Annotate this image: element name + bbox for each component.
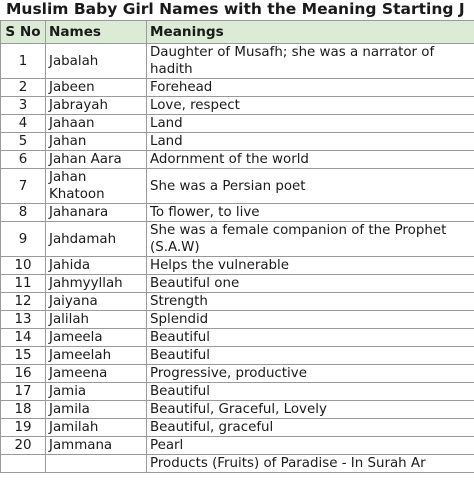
- row-sno: 1: [1, 44, 46, 79]
- table-row: [1, 79, 474, 97]
- row-meaning: Beautiful: [147, 347, 474, 365]
- table-row: [1, 257, 474, 275]
- row-sno: 15: [1, 347, 46, 365]
- row-meaning: Beautiful: [147, 329, 474, 347]
- row-name: Jameena: [46, 365, 147, 383]
- row-meaning: Strength: [147, 293, 474, 311]
- row-sno: 13: [1, 311, 46, 329]
- table-row: [1, 293, 474, 311]
- table-row: [1, 383, 474, 401]
- row-meaning: She was a female companion of the Prophet (S.A.W): [147, 222, 474, 257]
- row-sno: 11: [1, 275, 46, 293]
- row-name: Jahdamah: [46, 222, 147, 257]
- row-meaning: Progressive, productive: [147, 365, 474, 383]
- row-sno: 2: [1, 79, 46, 97]
- row-name: Jahan Khatoon: [46, 169, 147, 204]
- row-name: Jabrayah: [46, 97, 147, 115]
- row-sno: 6: [1, 151, 46, 169]
- table-row: [1, 115, 474, 133]
- row-name: Jamia: [46, 383, 147, 401]
- table-row: [1, 169, 474, 204]
- table-row: [1, 401, 474, 419]
- table-row: [1, 455, 474, 473]
- header-meanings: Meanings: [147, 21, 474, 44]
- row-name: Jamilah: [46, 419, 147, 437]
- row-meaning: Beautiful: [147, 383, 474, 401]
- table-row: [1, 133, 474, 151]
- row-name: Jabeen: [46, 79, 147, 97]
- table-row: [1, 151, 474, 169]
- row-sno: 10: [1, 257, 46, 275]
- row-name: Jahanara: [46, 204, 147, 222]
- row-name: Jameelah: [46, 347, 147, 365]
- row-meaning: Forehead: [147, 79, 474, 97]
- row-sno: 17: [1, 383, 46, 401]
- row-sno: 18: [1, 401, 46, 419]
- table-row: [1, 365, 474, 383]
- row-name: Jahmyyllah: [46, 275, 147, 293]
- row-name: Jahaan: [46, 115, 147, 133]
- table-row: [1, 311, 474, 329]
- names-table: [0, 20, 474, 473]
- row-sno: 20: [1, 437, 46, 455]
- row-meaning: Land: [147, 133, 474, 151]
- row-sno: 7: [1, 169, 46, 204]
- row-sno: 12: [1, 293, 46, 311]
- row-meaning: Love, respect: [147, 97, 474, 115]
- row-meaning: Adornment of the world: [147, 151, 474, 169]
- row-name: Jaiyana: [46, 293, 147, 311]
- table-row: [1, 419, 474, 437]
- page-title: Muslim Baby Girl Names with the Meaning Starting J: [6, 0, 465, 18]
- row-meaning: Splendid: [147, 311, 474, 329]
- row-meaning: Beautiful, graceful: [147, 419, 474, 437]
- row-name: Jahan: [46, 133, 147, 151]
- row-meaning: She was a Persian poet: [147, 169, 474, 204]
- row-meaning: Daughter of Musafh; she was a narrator of hadith: [147, 44, 474, 79]
- row-meaning: Beautiful, Graceful, Lovely: [147, 401, 474, 419]
- row-name: Jameela: [46, 329, 147, 347]
- table-row: [1, 44, 474, 79]
- row-sno: 3: [1, 97, 46, 115]
- table-row: [1, 222, 474, 257]
- row-meaning: Pearl: [147, 437, 474, 455]
- row-sno: 14: [1, 329, 46, 347]
- row-sno: 5: [1, 133, 46, 151]
- table-row: [1, 347, 474, 365]
- row-name: Jahan Aara: [46, 151, 147, 169]
- row-sno: [1, 455, 46, 473]
- row-sno: 8: [1, 204, 46, 222]
- table-row: [1, 329, 474, 347]
- row-name: Jabalah: [46, 44, 147, 79]
- row-meaning: Beautiful one: [147, 275, 474, 293]
- table-row: [1, 204, 474, 222]
- header-sno: S No: [1, 21, 46, 44]
- row-meaning: Products (Fruits) of Paradise - In Surah Ar: [147, 455, 474, 473]
- row-sno: 19: [1, 419, 46, 437]
- row-meaning: To flower, to live: [147, 204, 474, 222]
- row-name: Jahida: [46, 257, 147, 275]
- table-row: [1, 97, 474, 115]
- table-row: [1, 437, 474, 455]
- row-sno: 16: [1, 365, 46, 383]
- row-name: [46, 455, 147, 473]
- row-name: Jammana: [46, 437, 147, 455]
- table-row: [1, 275, 474, 293]
- header-names: Names: [46, 21, 147, 44]
- row-sno: 9: [1, 222, 46, 257]
- row-name: Jalilah: [46, 311, 147, 329]
- row-sno: 4: [1, 115, 46, 133]
- row-meaning: Land: [147, 115, 474, 133]
- row-name: Jamila: [46, 401, 147, 419]
- table-header-row: [1, 21, 474, 44]
- row-meaning: Helps the vulnerable: [147, 257, 474, 275]
